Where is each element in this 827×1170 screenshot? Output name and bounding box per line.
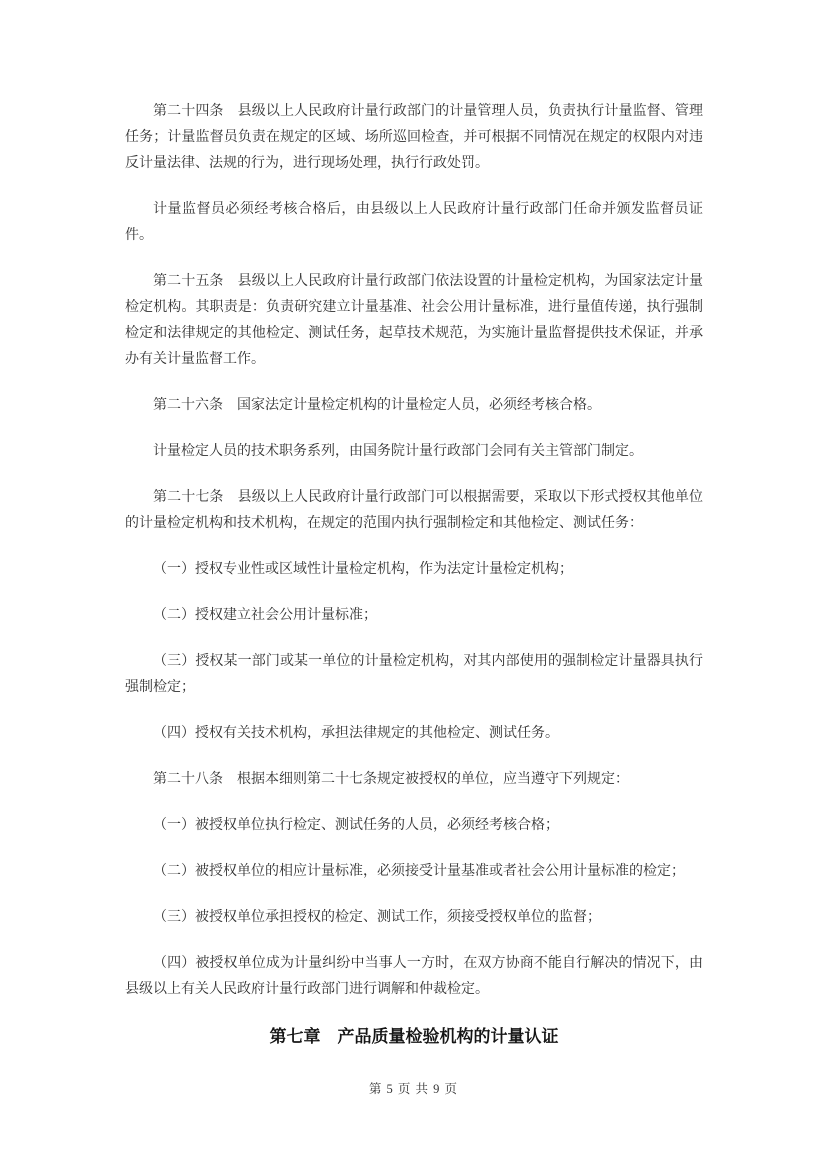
- paragraph: （三）授权某一部门或某一单位的计量检定机构，对其内部使用的强制检定计量器具执行强制检定；: [125, 654, 703, 695]
- paragraph: 第二十八条 根据本细则第二十七条规定被授权的单位，应当遵守下列规定：: [153, 772, 629, 787]
- paragraph: （四）被授权单位成为计量纠纷中当事人一方时，在双方协商不能自行解决的情况下，由县级以上有关人民政府计量行政部门进行调解和仲裁检定。: [125, 956, 703, 997]
- document-body: [125, 99, 703, 1050]
- paragraph: 计量检定人员的技术职务系列，由国务院计量行政部门会同有关主管部门制定。: [153, 444, 643, 459]
- paragraph: 第二十六条 国家法定计量检定机构的计量检定人员，必须经考核合格。: [153, 398, 601, 413]
- paragraph: 第二十四条 县级以上人民政府计量行政部门的计量管理人员，负责执行计量监督、管理任务；计量监督员负责在规定的区域、场所巡回检查，并可根据不同情况在规定的权限内对违反计量法律、法规的行为，进行现场处理，执行行政处罚。: [125, 104, 703, 171]
- paragraph: 计量监督员必须经考核合格后，由县级以上人民政府计量行政部门任命并颁发监督员证件。: [125, 202, 703, 243]
- paragraph: （一）授权专业性或区域性计量检定机构，作为法定计量检定机构；: [153, 562, 573, 577]
- paragraph: 第二十五条 县级以上人民政府计量行政部门依法设置的计量检定机构，为国家法定计量检定机构。其职责是：负责研究建立计量基准、社会公用计量标准，进行量值传递，执行强制检定和法律规定的其他检定、测试任务，起草技术规范，为实施计量监督提供技术保证，并承办有关计量监督工作。: [125, 274, 703, 367]
- paragraph: （二）被授权单位的相应计量标准，必须接受计量基准或者社会公用计量标准的检定；: [153, 864, 685, 879]
- chapter-heading: 第七章 产品质量检验机构的计量认证: [269, 1027, 559, 1046]
- page-number-footer: 第 5 页 共 9 页: [368, 1082, 459, 1096]
- paragraph: （二）授权建立社会公用计量标准；: [153, 608, 377, 623]
- paragraph: 第二十七条 县级以上人民政府计量行政部门可以根据需要，采取以下形式授权其他单位的计量检定机构和技术机构，在规定的范围内执行强制检定和其他检定、测试任务：: [125, 490, 703, 531]
- paragraph: （三）被授权单位承担授权的检定、测试工作，须接受授权单位的监督；: [153, 910, 601, 925]
- paragraph: （一）被授权单位执行检定、测试任务的人员，必须经考核合格；: [153, 818, 559, 833]
- paragraph: （四）授权有关技术机构，承担法律规定的其他检定、测试任务。: [153, 726, 559, 741]
